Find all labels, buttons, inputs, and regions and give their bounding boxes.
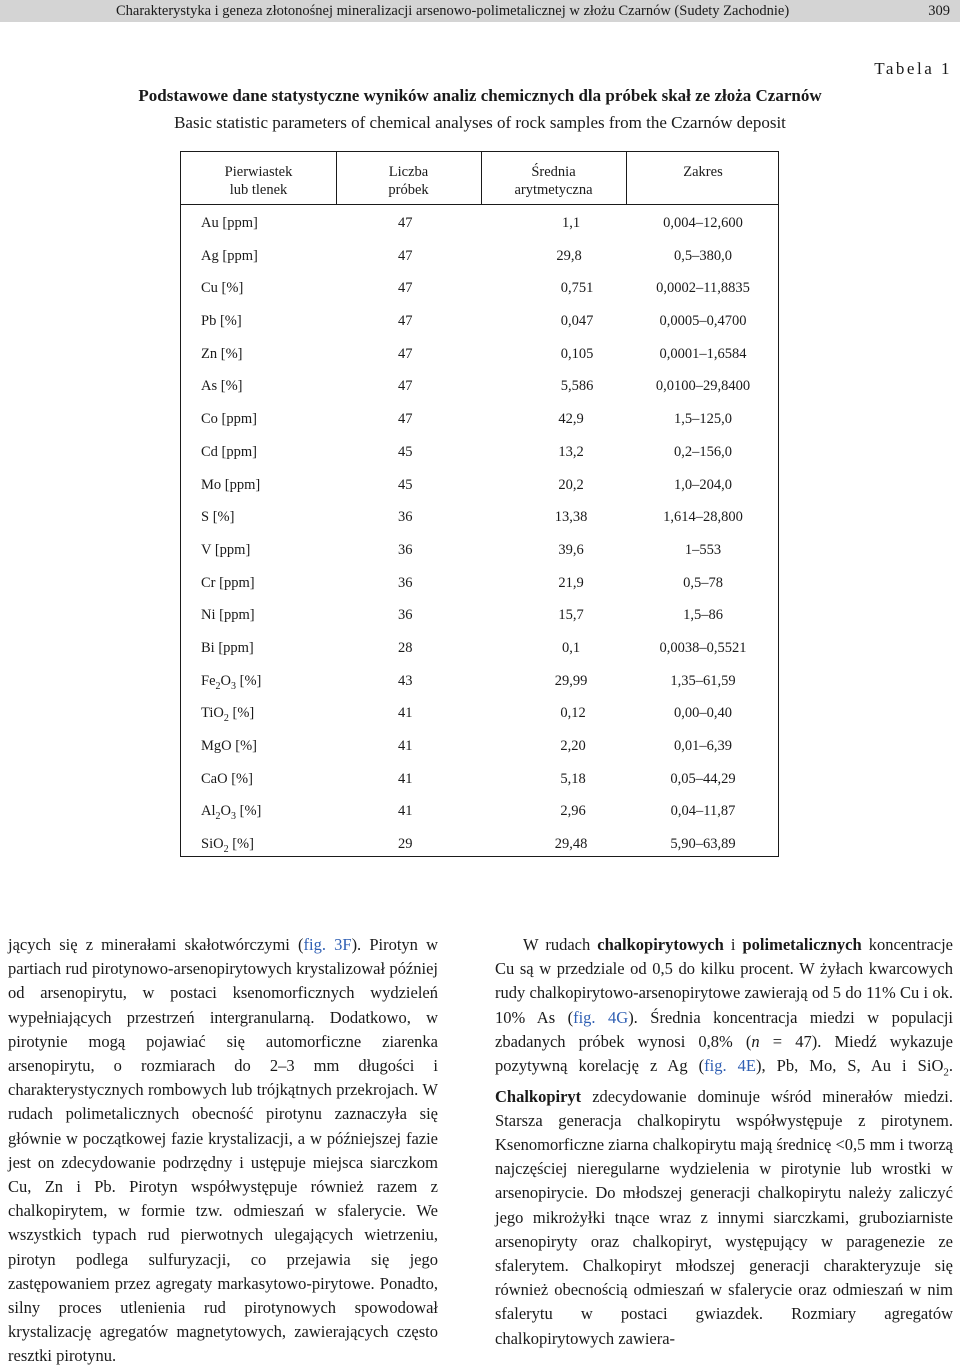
- table-row: [181, 237, 778, 270]
- cell-range: 0,004–12,600: [663, 215, 743, 231]
- cell-sample-count: 41: [398, 803, 413, 820]
- text-run: chalkopirytowych: [597, 935, 724, 954]
- text-run: i: [723, 935, 743, 954]
- text-run: n: [751, 1031, 760, 1051]
- cell-element: SiO$_2$ [%]: [201, 836, 254, 855]
- table-row: [181, 760, 778, 793]
- cell-sample-count: 36: [398, 574, 413, 591]
- cell-element: V [ppm]: [201, 541, 251, 558]
- cell-range: 0,0002–11,8835: [656, 280, 750, 297]
- cell-mean: 0,105: [560, 345, 594, 362]
- table-row: [181, 564, 778, 597]
- cell-sample-count: 47: [398, 215, 413, 231]
- cell-element: Cr [ppm]: [201, 574, 255, 591]
- cell-element: $Al_2O_3$ [%]: [201, 803, 262, 823]
- cell-sample-count: 47: [398, 313, 413, 330]
- text-run: 2: [943, 1066, 949, 1079]
- paragraph: [8, 933, 438, 1369]
- text-run: W rudach: [523, 935, 598, 954]
- cell-range: 1–553: [684, 541, 722, 558]
- running-title: Charakterystyka i geneza złotonośnej mineralizacji arsenowo-polimetalicznej w złożu Czarnów (Sudety Zachodnie): [116, 3, 790, 19]
- cell-mean: 29,99: [554, 672, 588, 689]
- cell-element: As [%]: [201, 378, 243, 395]
- cell-range: 0,00–0,40: [674, 705, 732, 722]
- cell-sample-count: 29: [398, 836, 413, 853]
- body-text-left-column: [8, 933, 438, 1369]
- table-row: [181, 727, 778, 760]
- cell-range: 0,5–78: [683, 574, 723, 591]
- cell-mean: 1,1: [561, 215, 581, 231]
- table-row: [181, 400, 778, 433]
- cell-sample-count: 47: [398, 247, 413, 264]
- cell-element: Zn [%]: [201, 345, 243, 362]
- cell-mean: 29,8: [556, 247, 582, 264]
- table-row: [181, 596, 778, 629]
- cell-range: 0,0100–29,8400: [655, 378, 751, 395]
- table-caption-english: Basic statistic parameters of chemical analyses of rock samples from the Czarnów deposit: [174, 113, 786, 132]
- cell-mean: 13,38: [554, 509, 588, 526]
- table-row: [181, 433, 778, 466]
- text-run: polimetalicznych: [742, 935, 862, 954]
- cell-sample-count: 45: [398, 443, 413, 460]
- paragraph: [495, 933, 953, 1351]
- cell-element: $Fe_2O_3$ [%]: [201, 672, 262, 692]
- table-row: [181, 694, 778, 727]
- cell-element: Cd [ppm]: [201, 443, 257, 460]
- cell-mean: 0,751: [560, 280, 594, 297]
- cell-range: 0,0005–0,4700: [659, 313, 747, 330]
- text-run: = 47). Miedź wykazuje pozytywną korelację z Ag (: [495, 1031, 953, 1076]
- header-mean: Średnia arytmetyczna: [514, 164, 593, 198]
- text-run: jących się z minerałami skałotwórczymi (: [8, 935, 304, 954]
- cell-element: TiO$_2$ [%]: [201, 705, 255, 725]
- table-row: [181, 662, 778, 695]
- header-element: Pierwiastek lub tlenek: [224, 164, 293, 198]
- cell-element: Ag [ppm]: [201, 247, 258, 264]
- cell-sample-count: 45: [398, 476, 413, 493]
- cell-sample-count: 47: [398, 411, 413, 428]
- cell-range: 0,2–156,0: [674, 443, 732, 460]
- cell-sample-count: 36: [398, 541, 413, 558]
- table-row: [181, 498, 778, 531]
- cell-mean: 0,1: [561, 639, 581, 656]
- cell-mean: 20,2: [558, 476, 584, 493]
- cell-mean: 0,047: [560, 313, 594, 330]
- table-body: [181, 204, 778, 858]
- cell-mean: 5,586: [560, 378, 594, 395]
- cell-sample-count: 47: [398, 378, 413, 395]
- cell-range: 5,90–63,89: [670, 836, 736, 853]
- table-header: [181, 152, 778, 205]
- cell-range: 1,35–61,59: [670, 672, 736, 689]
- cell-range: 0,0001–1,6584: [659, 345, 747, 362]
- text-run: ). Pirotyn w partiach rud pirotynowo-arsenopirytowych krystalizował później od arsenopirytu, w postaci ksenomorficznych wydzieleń wypełniających przestrzeń intergranularną. Dodatkowo, w pirotynie mogą pojawiać się automorficzne ziarenka arsenopirytu, o rozmiarach do 2–3 mm długości i charakterystycznych rombowych lub trójkątnych przekrojach. W rudach polimetalicznych obecność pirotynu zaznaczyła się głównie w początkowej fazie krystalizacji, a w późniejszej fazie jest on zdecydowanie podrzędny i ustępuje miejsca siarczkom Cu, Zn i Pb. Pirotyn współwystępuje również razem z chalkopirytem, w formie tzw. odmieszań w sfalerycie. We wszystkich typach rud pierwotnych ulegających wietrzeniu, pirotyn podlega sulfuryzacji, co przejawia się jego zastępowaniem przez agregaty markasytowo-pirytowe. Ponadto, silny proces utlenienia rud pirotynowych spowodował krystalizację agregatów magnetytowych, zawierających często resztki pirotynu.: [8, 935, 438, 1366]
- figure-reference-link[interactable]: fig. 3F: [303, 935, 352, 954]
- text-run: ). Średnia koncentracja miedzi w populacji zbadanych próbek wynosi 0,8% (: [495, 1007, 953, 1051]
- cell-mean: 2,96: [560, 803, 586, 820]
- table-row: [181, 825, 778, 858]
- cell-sample-count: 47: [398, 345, 413, 362]
- text-run: Chalkopiryt: [495, 1086, 582, 1106]
- text-run: zdecydowanie dominuje wśród minerałów miedzi. Starsza generacja chalkopirytu współwystępuje z pirotynem. Ksenomorficzne ziarna chalkopirytu mają średnicę <0,5 mm i tworzą najczęściej nieregularne wydzielenia w pirotynie lub wrostki w arsenopirycie. Do młodszej generacji chalkopirytu należy zaliczyć jego mikrożyłki tnące wraz z innymi siarczkami, gruboziarniste arsenopiryty oraz chalkopiryt, występujący w paragenezie ze sfalerytem. Chalkopiryt młodszej generacji charakteryzuje się również obecnością odmieszań w sfalerycie oraz odmieszań w nim sfalerytu w postaci gwiazdek. Rozmiary agregatów chalkopirytowych zawiera-: [495, 1086, 953, 1348]
- text-run: .: [948, 1056, 953, 1076]
- cell-sample-count: 43: [398, 672, 413, 689]
- table-row: [181, 792, 778, 825]
- cell-mean: 39,6: [558, 541, 584, 558]
- running-header: [0, 0, 960, 22]
- table-row: [181, 367, 778, 400]
- cell-mean: 5,18: [560, 770, 586, 787]
- header-range: Zakres: [683, 164, 723, 180]
- header-sample-count: Liczba próbek: [388, 164, 429, 198]
- cell-range: 1,614–28,800: [663, 509, 743, 526]
- table-caption-polish: Podstawowe dane statystyczne wyników analiz chemicznych dla próbek skał ze złoża Czarnów: [138, 86, 822, 105]
- cell-sample-count: 36: [398, 607, 413, 624]
- table-row: [181, 629, 778, 662]
- table-row: [181, 269, 778, 302]
- cell-range: 0,05–44,29: [670, 770, 736, 787]
- cell-element: Pb [%]: [201, 313, 242, 330]
- cell-sample-count: 41: [398, 738, 413, 754]
- cell-sample-count: 47: [398, 280, 413, 297]
- cell-sample-count: 28: [398, 639, 413, 656]
- cell-element: Bi [ppm]: [201, 639, 254, 656]
- cell-element: Mo [ppm]: [201, 476, 261, 493]
- cell-range: 0,5–380,0: [674, 247, 732, 264]
- cell-sample-count: 41: [398, 705, 413, 722]
- text-run: ), Pb, Mo, S, Au i SiO: [756, 1056, 944, 1076]
- cell-element: Ni [ppm]: [201, 607, 255, 624]
- table-row: [181, 466, 778, 499]
- cell-element: Co [ppm]: [201, 411, 257, 428]
- figure-reference-link[interactable]: fig. 4G: [573, 1007, 629, 1027]
- table-row: [181, 302, 778, 335]
- cell-range: 0,0038–0,5521: [659, 639, 747, 656]
- cell-mean: 0,12: [560, 705, 586, 722]
- cell-element: CaO [%]: [201, 770, 253, 787]
- body-text-right-column: [495, 933, 953, 1351]
- table-row: [181, 335, 778, 368]
- cell-mean: 13,2: [558, 443, 584, 460]
- cell-element: Cu [%]: [201, 280, 244, 297]
- statistics-table: [180, 151, 779, 857]
- cell-range: 0,04–11,87: [670, 803, 736, 820]
- cell-mean: 29,48: [554, 836, 588, 853]
- cell-element: S [%]: [201, 509, 235, 526]
- table-row: [181, 204, 778, 237]
- page-number: 309: [928, 3, 950, 19]
- cell-sample-count: 41: [398, 770, 413, 787]
- cell-element: Au [ppm]: [201, 215, 258, 231]
- cell-range: 0,01–6,39: [674, 738, 732, 754]
- cell-mean: 2,20: [560, 738, 586, 754]
- text-run: koncentracje Cu są w przedziale od 0,5 do kilku procent. W żyłach kwarcowych rudy chalkopirytowo-arsenopirytowe zawierają od 5 do 11% Cu i ok. 10% As (: [495, 935, 953, 1027]
- cell-range: 1,0–204,0: [674, 476, 732, 493]
- cell-range: 1,5–125,0: [674, 411, 732, 428]
- figure-reference-link[interactable]: fig. 4E: [704, 1056, 756, 1076]
- table-row: [181, 531, 778, 564]
- cell-mean: 42,9: [558, 411, 584, 428]
- table-label: Tabela 1: [874, 59, 952, 78]
- cell-range: 1,5–86: [683, 607, 723, 624]
- cell-mean: 15,7: [558, 607, 584, 624]
- cell-sample-count: 36: [398, 509, 413, 526]
- cell-element: MgO [%]: [201, 738, 257, 754]
- cell-mean: 21,9: [558, 574, 584, 591]
